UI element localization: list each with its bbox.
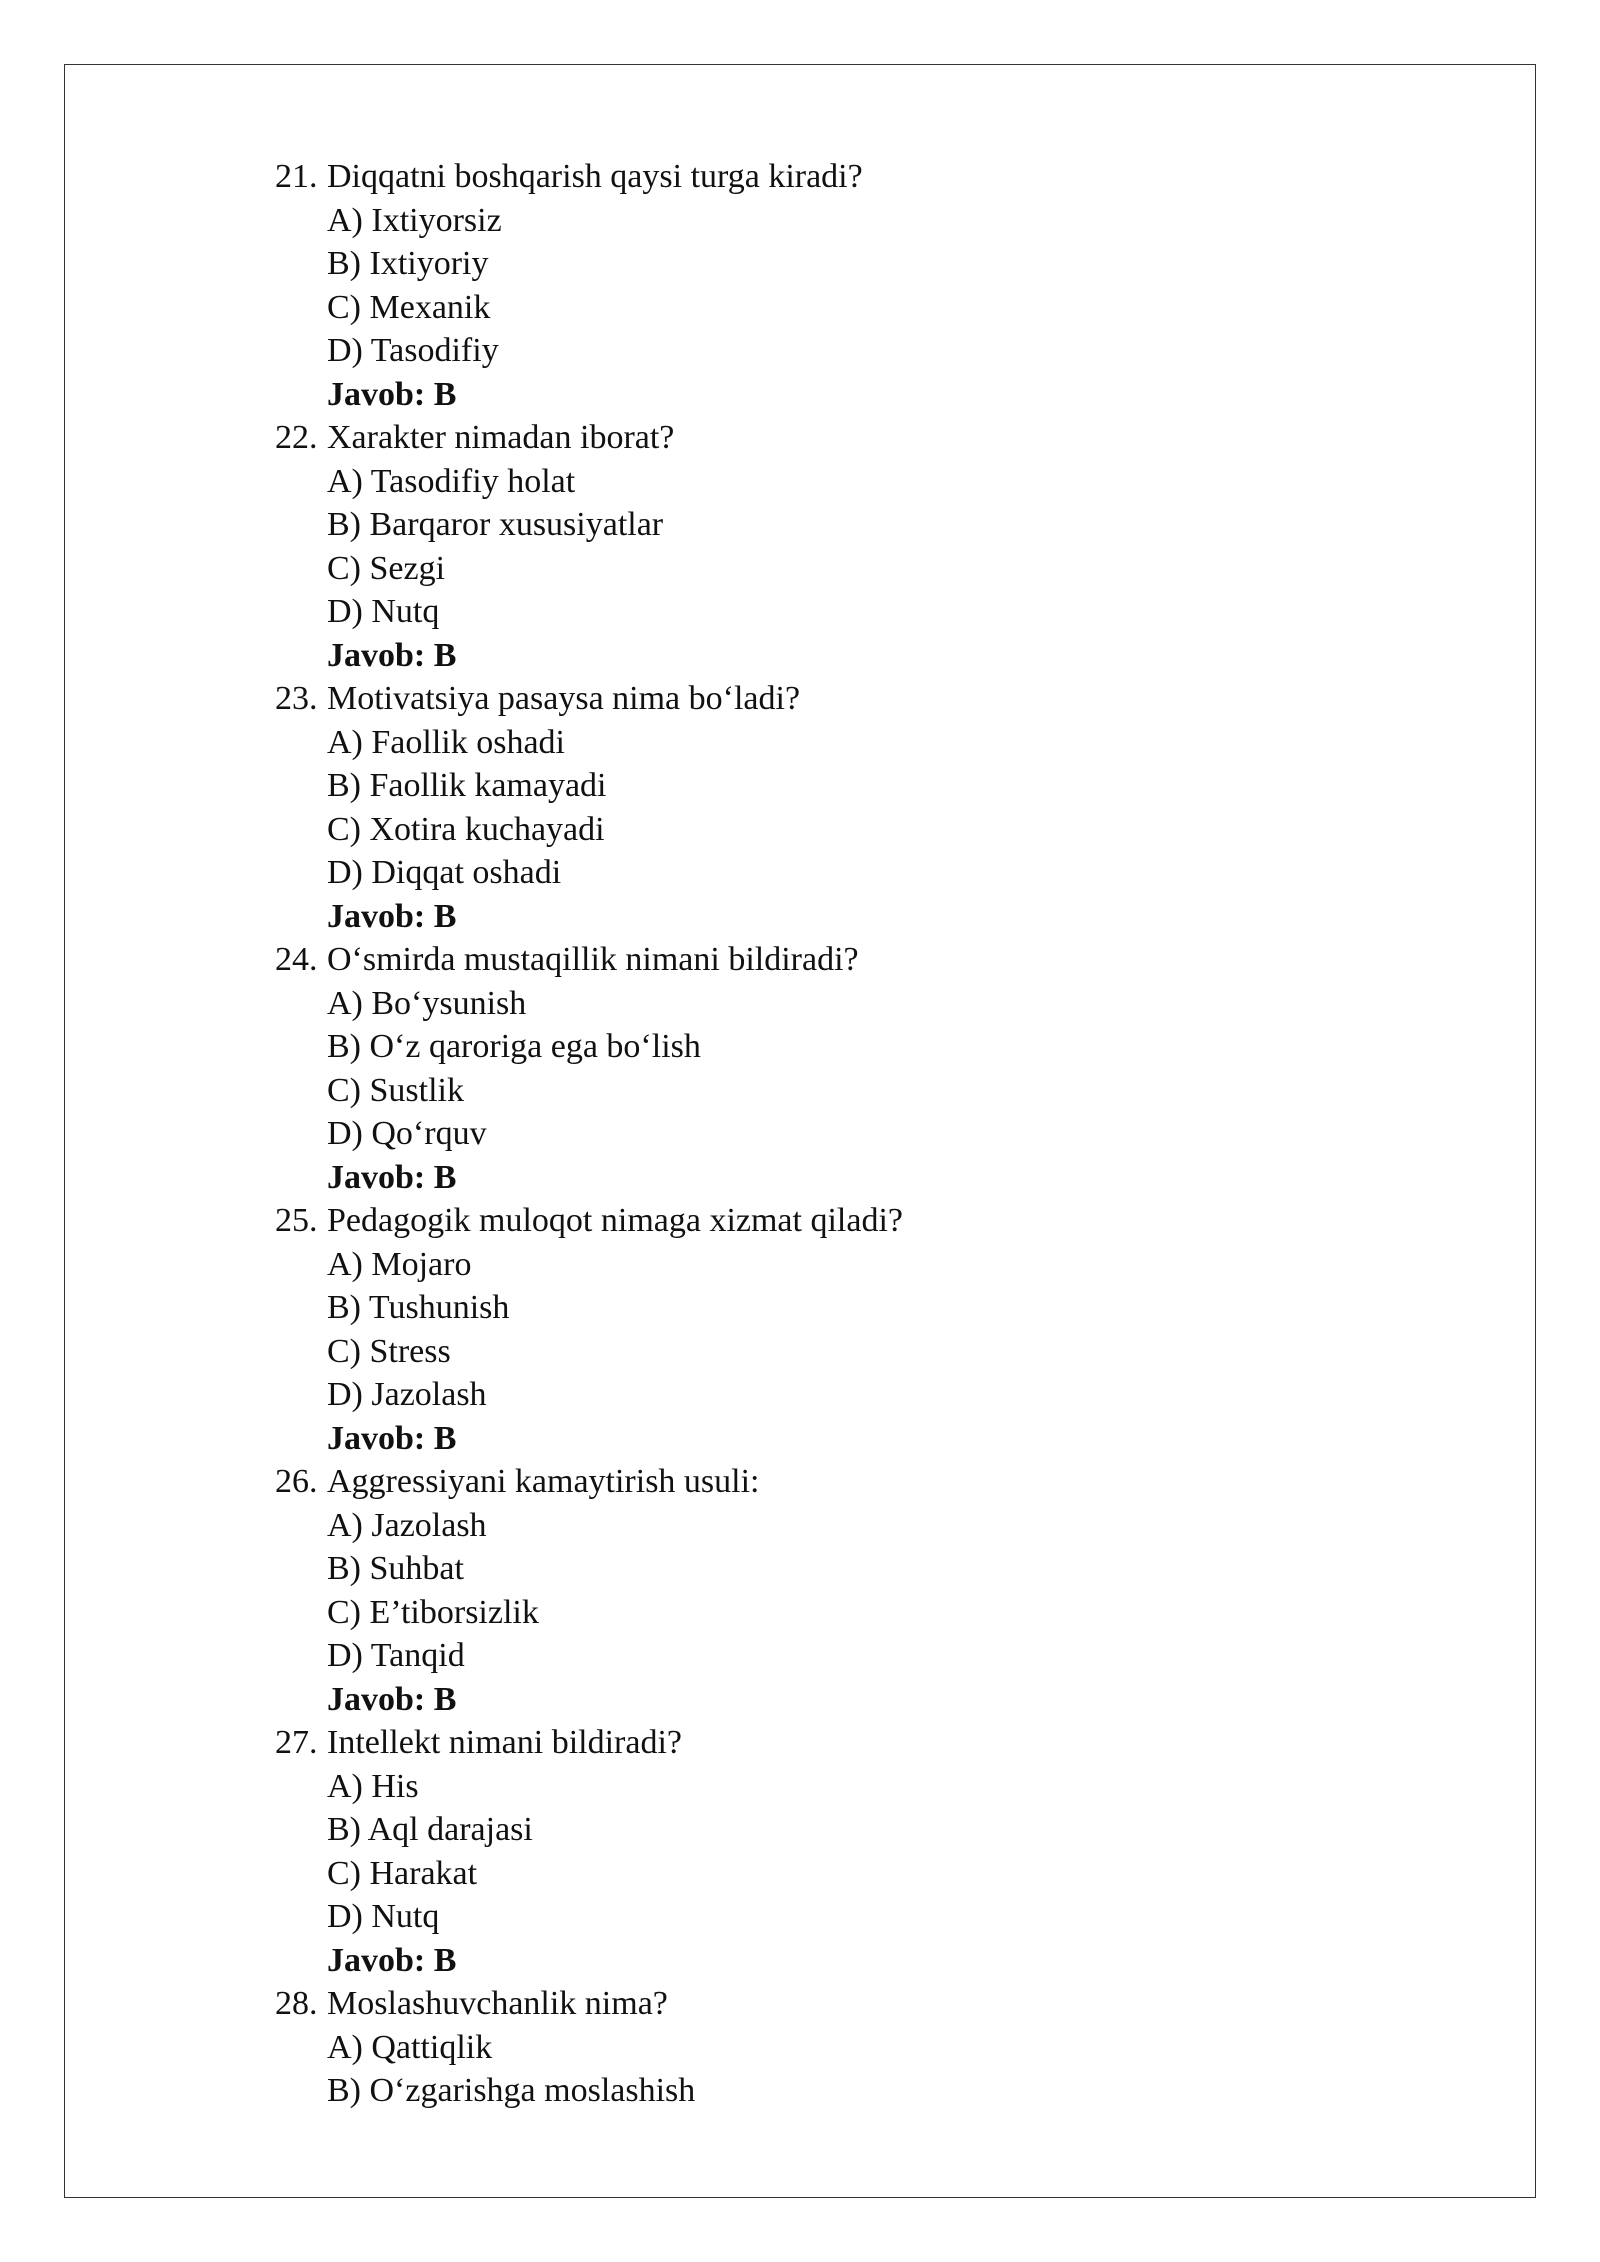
question-number: 23. xyxy=(275,680,318,717)
question-block-25 xyxy=(275,1199,1425,1460)
question-number: 27. xyxy=(275,1724,318,1761)
question-number: 22. xyxy=(275,419,318,456)
option-a: A) Qattiqlik xyxy=(327,2028,493,2066)
question-line xyxy=(275,416,1425,460)
option-d: D) Nutq xyxy=(327,1898,440,1935)
option-d: D) Tasodifiy xyxy=(327,332,499,369)
option-c: C) E’tiborsizlik xyxy=(327,1593,539,1631)
answer-value: B xyxy=(433,1941,457,1979)
option-b: B) O‘z qaroriga ega bo‘lish xyxy=(327,1028,701,1065)
answer-label: Javob: xyxy=(327,636,426,674)
answer-value: B xyxy=(433,1419,457,1457)
option-a: A) His xyxy=(327,1767,419,1805)
question-line xyxy=(275,1199,1425,1243)
option-c: C) Sezgi xyxy=(327,549,446,587)
question-number: 24. xyxy=(275,941,318,978)
option-c: C) Xotira kuchayadi xyxy=(327,810,605,848)
question-text: Pedagogik muloqot nimaga xizmat qiladi? xyxy=(327,1202,903,1239)
option-d: D) Nutq xyxy=(327,593,440,630)
question-number: 21. xyxy=(275,158,318,195)
question-block-22 xyxy=(275,416,1425,677)
option-a: A) Jazolash xyxy=(327,1506,487,1544)
question-number: 28. xyxy=(275,1985,318,2022)
answer-line xyxy=(275,373,1425,417)
question-line xyxy=(275,1982,1425,2026)
option-b: B) Barqaror xususiyatlar xyxy=(327,506,664,543)
option-c: C) Mexanik xyxy=(327,288,491,326)
option-a: A) Ixtiyorsiz xyxy=(327,201,502,239)
answer-label: Javob: xyxy=(327,897,426,935)
option-d: D) Diqqat oshadi xyxy=(327,854,562,891)
question-text: O‘smirda mustaqillik nimani bildiradi? xyxy=(327,941,859,978)
option-b: B) Aql darajasi xyxy=(327,1811,533,1848)
option-a: A) Bo‘ysunish xyxy=(327,984,527,1022)
question-number: 25. xyxy=(275,1202,318,1239)
option-d: D) Tanqid xyxy=(327,1637,465,1674)
question-line xyxy=(275,677,1425,721)
question-block-21 xyxy=(275,155,1425,416)
option-d: D) Qo‘rquv xyxy=(327,1115,487,1152)
option-b: B) Faollik kamayadi xyxy=(327,767,607,804)
question-block-23 xyxy=(275,677,1425,938)
answer-line xyxy=(275,1417,1425,1461)
answer-line xyxy=(275,634,1425,678)
option-a: A) Faollik oshadi xyxy=(327,723,565,761)
question-number: 26. xyxy=(275,1463,318,1500)
question-line xyxy=(275,155,1425,199)
question-block-28 xyxy=(275,1982,1425,2113)
answer-value: B xyxy=(433,375,457,413)
answer-line xyxy=(275,895,1425,939)
option-a: A) Mojaro xyxy=(327,1245,472,1283)
option-c: C) Stress xyxy=(327,1332,451,1370)
option-d: D) Jazolash xyxy=(327,1376,487,1413)
question-block-27 xyxy=(275,1721,1425,1982)
question-text: Diqqatni boshqarish qaysi turga kiradi? xyxy=(327,158,863,195)
option-b: B) Suhbat xyxy=(327,1550,464,1587)
question-text: Motivatsiya pasaysa nima bo‘ladi? xyxy=(327,680,801,717)
question-text: Xarakter nimadan iborat? xyxy=(327,419,675,456)
question-line xyxy=(275,1721,1425,1765)
question-block-26 xyxy=(275,1460,1425,1721)
question-block-24 xyxy=(275,938,1425,1199)
answer-label: Javob: xyxy=(327,1158,426,1196)
answer-line xyxy=(275,1939,1425,1983)
question-line xyxy=(275,1460,1425,1504)
answer-value: B xyxy=(433,897,457,935)
question-text: Aggressiyani kamaytirish usuli: xyxy=(327,1463,760,1500)
answer-label: Javob: xyxy=(327,375,426,413)
option-a: A) Tasodifiy holat xyxy=(327,462,576,500)
question-line xyxy=(275,938,1425,982)
question-text: Moslashuvchanlik nima? xyxy=(327,1985,668,2022)
answer-label: Javob: xyxy=(327,1941,426,1979)
answer-value: B xyxy=(433,1680,457,1718)
answer-label: Javob: xyxy=(327,1680,426,1718)
document-content xyxy=(275,155,1425,2113)
answer-value: B xyxy=(433,636,457,674)
option-c: C) Sustlik xyxy=(327,1071,464,1109)
option-b: B) Ixtiyoriy xyxy=(327,245,489,282)
answer-label: Javob: xyxy=(327,1419,426,1457)
answer-value: B xyxy=(433,1158,457,1196)
answer-line xyxy=(275,1156,1425,1200)
option-c: C) Harakat xyxy=(327,1854,478,1892)
question-text: Intellekt nimani bildiradi? xyxy=(327,1724,683,1761)
option-b: B) O‘zgarishga moslashish xyxy=(327,2072,696,2109)
option-b: B) Tushunish xyxy=(327,1289,510,1326)
answer-line xyxy=(275,1678,1425,1722)
